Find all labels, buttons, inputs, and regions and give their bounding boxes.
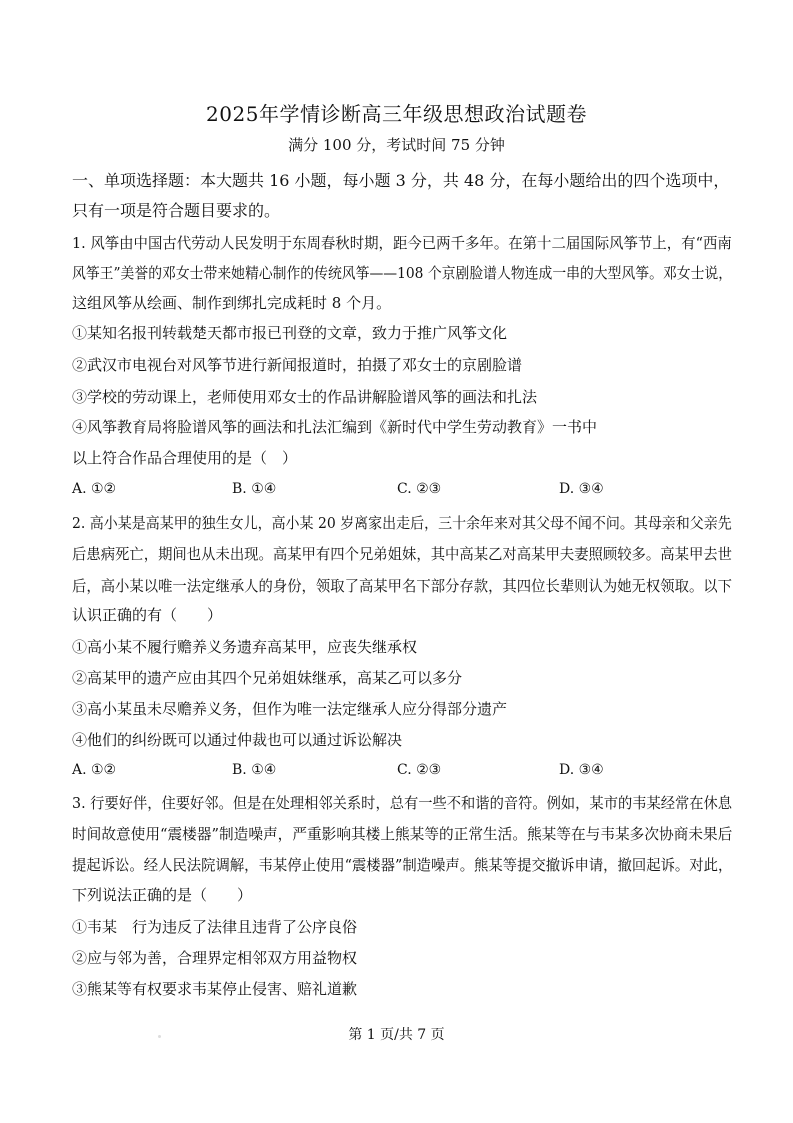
q1-stem-line-3: 这组风筝从绘画、制作到绑扎完成耗时 8 个月。 [72,294,392,312]
q2-item-1: ①高小某不履行赡养义务遗弃高某甲，应丧失继承权 [72,638,418,656]
q2-option-a: A. ①② [72,762,117,778]
q3-stem-line-3: 提起诉讼。经人民法院调解，韦某停止使用“震楼器”制造噪声。熊某等提交撤诉申请，撤回起诉。对此， [72,856,733,874]
q1-option-b: B. ①④ [232,481,277,497]
q3-item-1: ①韦某 行为违反了法律且违背了公序良俗 [72,918,358,936]
q3-item-2: ②应与邻为善，合理界定相邻双方用益物权 [72,949,358,967]
q2-stem-line-2: 后患病死亡，期间也从未出现。高某甲有四个兄弟姐妹，其中高某乙对高某甲夫妻照顾较多。高某甲去世 [72,545,732,563]
q2-option-c: C. ②③ [397,762,442,778]
section-heading-line-2: 只有一项是符合题目要求的。 [72,201,281,220]
q1-prompt: 以上符合作品合理使用的是（ ） [72,449,298,467]
q1-item-1: ①某知名报刊转载楚天都市报已刊登的文章，致力于推广风筝文化 [72,324,508,342]
q3-item-3: ③熊某等有权要求韦某停止侵害、赔礼道歉 [72,980,358,998]
q1-option-c: C. ②③ [397,481,442,497]
q2-item-3: ③高小某虽未尽赡养义务，但作为唯一法定继承人应分得部分遗产 [72,700,508,718]
q1-item-2: ②武汉市电视台对风筝节进行新闻报道时，拍摄了邓女士的京剧脸谱 [72,356,523,374]
page-number: 第 1 页/共 7 页 [348,1027,445,1043]
q2-item-4: ④他们的纠纷既可以通过仲裁也可以通过诉讼解决 [72,731,403,749]
q2-options [72,762,732,782]
q1-option-d: D. ③④ [559,481,604,497]
q3-stem-line-1: 3. 行要好伴，住要好邻。但是在处理相邻关系时，总有一些不和谐的音符。例如，某市的韦某经常在休息 [72,794,733,812]
q1-option-a: A. ①② [72,481,117,497]
exam-subtitle: 满分 100 分，考试时间 75 分钟 [288,136,505,154]
q2-item-2: ②高某甲的遗产应由其四个兄弟姐妹继承，高某乙可以多分 [72,669,463,687]
q1-stem-line-2: 风筝王”美誉的邓女士带来她精心制作的传统风筝——108 个京剧脸谱人物连成一串的大型风筝。邓女士说， [72,264,733,282]
q1-stem-line-1: 1. 风筝由中国古代劳动人民发明于东周春秋时期，距今已两千多年。在第十二届国际风筝节上，有“西南 [72,234,732,252]
q1-options [72,481,732,501]
q2-option-b: B. ①④ [232,762,277,778]
q3-stem-line-4: 下列说法正确的是（ ） [72,886,253,904]
q2-stem-line-1: 2. 高小某是高某甲的独生女儿，高小某 20 岁离家出走后，三十余年来对其父母不闻不问。其母亲和父亲先 [72,514,732,532]
section-heading-line-1: 一、单项选择题：本大题共 16 小题，每小题 3 分，共 48 分，在每小题给出的四个选项中， [72,171,730,190]
q2-stem-line-4: 认识正确的有（ ） [72,606,223,624]
exam-title: 2025年学情诊断高三年级思想政治试题卷 [206,102,587,126]
q2-stem-line-3: 后，高小某以唯一法定继承人的身份，领取了高某甲名下部分存款，其四位长辈则认为她无权领取。以下 [72,577,732,595]
q2-option-d: D. ③④ [559,762,604,778]
q3-stem-line-2: 时间故意使用“震楼器”制造噪声，严重影响其楼上熊某等的正常生活。熊某等在与韦某多次协商未果后 [72,825,733,843]
q1-item-4: ④风筝教育局将脸谱风筝的画法和扎法汇编到《新时代中学生劳动教育》一书中 [72,418,598,436]
q1-item-3: ③学校的劳动课上，老师使用邓女士的作品讲解脸谱风筝的画法和扎法 [72,388,538,406]
